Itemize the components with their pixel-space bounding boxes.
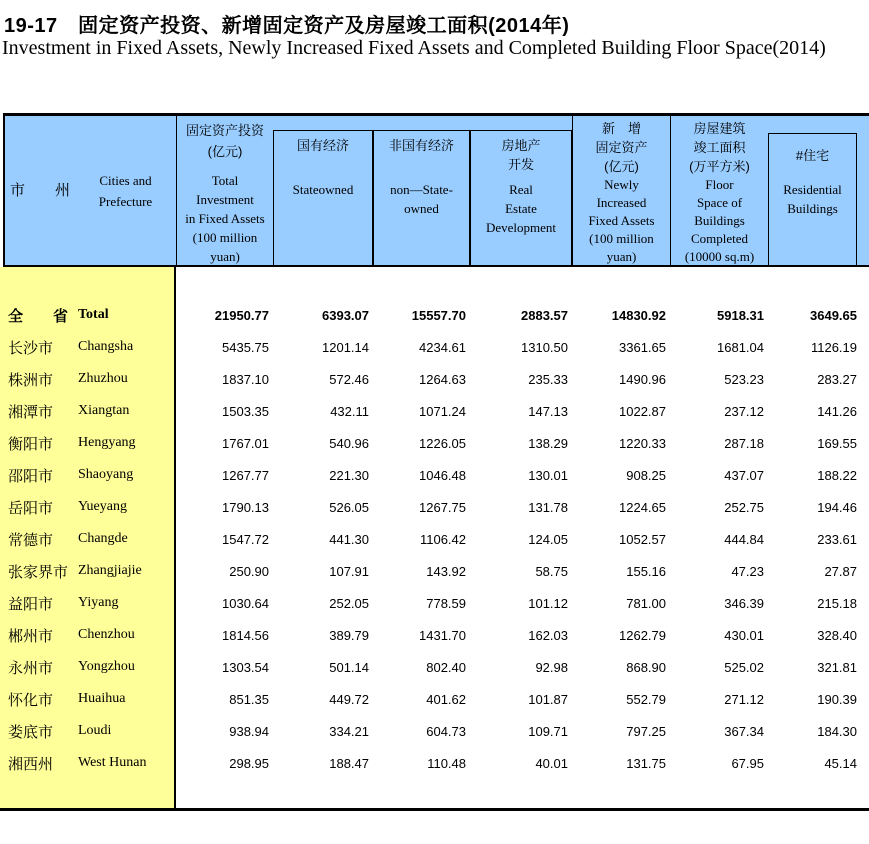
value-cell: 2883.57: [521, 307, 568, 323]
value-cell: 401.62: [426, 691, 466, 707]
value-cell: 6393.07: [322, 307, 369, 323]
region-name-en: Xiangtan: [78, 403, 130, 418]
region-name-en: Zhuzhou: [78, 371, 128, 386]
table-row: [0, 683, 869, 715]
value-cell: 252.05: [329, 595, 369, 611]
value-cell: 781.00: [626, 595, 666, 611]
table-row: [0, 747, 869, 779]
region-name-cn: 怀化市: [8, 691, 54, 709]
value-cell: 67.95: [731, 755, 764, 771]
value-cell: 3649.65: [810, 307, 857, 323]
region-name-en: Changsha: [78, 339, 134, 354]
value-cell: 1790.13: [222, 499, 269, 515]
region-name-cn: 全 省: [8, 307, 69, 325]
value-cell: 1767.01: [222, 435, 269, 451]
header-non-state-owned: 非国有经济 non—State- owned: [373, 130, 470, 265]
value-cell: 501.14: [329, 659, 369, 675]
value-cell: 1681.04: [717, 339, 764, 355]
value-cell: 124.05: [528, 531, 568, 547]
header-newly-increased: 新 增 固定资产 (亿元) Newly Increased Fixed Assets (100 million yuan): [572, 116, 670, 265]
value-cell: 271.12: [724, 691, 764, 707]
table-header: [3, 113, 869, 267]
table-row: [0, 427, 869, 459]
value-cell: 367.34: [724, 723, 764, 739]
region-name-en: Changde: [78, 531, 128, 546]
table-row: [0, 619, 869, 651]
region-name-cn: 邵阳市: [8, 467, 54, 485]
value-cell: 389.79: [329, 627, 369, 643]
table-row: [0, 299, 869, 331]
value-cell: 1264.63: [419, 371, 466, 387]
value-cell: 188.47: [329, 755, 369, 771]
value-cell: 1224.65: [619, 499, 666, 515]
region-name-cn: 永州市: [8, 659, 54, 677]
region-name-cn: 娄底市: [8, 723, 54, 741]
value-cell: 430.01: [724, 627, 764, 643]
value-cell: 328.40: [817, 627, 857, 643]
region-name-en: Huaihua: [78, 691, 126, 706]
region-name-cn: 湘西州: [8, 755, 54, 773]
header-region-en: Cities and Prefecture: [98, 172, 153, 209]
region-name-cn: 衡阳市: [8, 435, 54, 453]
value-cell: 147.13: [528, 403, 568, 419]
value-cell: 778.59: [426, 595, 466, 611]
value-cell: 298.95: [229, 755, 269, 771]
region-name-cn: 益阳市: [8, 595, 54, 613]
value-cell: 169.55: [817, 435, 857, 451]
value-cell: 109.71: [528, 723, 568, 739]
value-cell: 1201.14: [322, 339, 369, 355]
page-title: 19-17 固定资产投资、新增固定资产及房屋竣工面积(2014年): [4, 15, 570, 37]
table-row: [0, 363, 869, 395]
value-cell: 131.75: [626, 755, 666, 771]
value-cell: 1547.72: [222, 531, 269, 547]
value-cell: 215.18: [817, 595, 857, 611]
value-cell: 851.35: [229, 691, 269, 707]
value-cell: 1071.24: [419, 403, 466, 419]
page-subtitle: Investment in Fixed Assets, Newly Increased Fixed Assets and Completed Building Floor Space(2014): [2, 37, 826, 59]
value-cell: 1046.48: [419, 467, 466, 483]
region-name-en: Loudi: [78, 723, 112, 738]
value-cell: 1220.33: [619, 435, 666, 451]
region-name-en: Zhangjiajie: [78, 563, 142, 578]
value-cell: 1837.10: [222, 371, 269, 387]
table-row: [0, 555, 869, 587]
value-cell: 908.25: [626, 467, 666, 483]
value-cell: 868.90: [626, 659, 666, 675]
value-cell: 1267.75: [419, 499, 466, 515]
value-cell: 1106.42: [419, 531, 466, 547]
value-cell: 938.94: [229, 723, 269, 739]
region-name-en: West Hunan: [78, 755, 147, 770]
header-region-cn: 市 州: [9, 181, 70, 199]
value-cell: 1814.56: [222, 627, 269, 643]
value-cell: 14830.92: [611, 307, 666, 323]
value-cell: 190.39: [817, 691, 857, 707]
value-cell: 1310.50: [521, 339, 568, 355]
table-row: [0, 459, 869, 491]
region-name-en: Yongzhou: [78, 659, 135, 674]
value-cell: 15557.70: [411, 307, 466, 323]
value-cell: 252.75: [724, 499, 764, 515]
table-row: [0, 715, 869, 747]
value-cell: 1303.54: [222, 659, 269, 675]
value-cell: 1022.87: [619, 403, 666, 419]
value-cell: 130.01: [528, 467, 568, 483]
region-name-cn: 郴州市: [8, 627, 54, 645]
value-cell: 162.03: [528, 627, 568, 643]
table-row: [0, 651, 869, 683]
value-cell: 3361.65: [619, 339, 666, 355]
value-cell: 797.25: [626, 723, 666, 739]
value-cell: 1431.70: [419, 627, 466, 643]
region-name-en: Yueyang: [78, 499, 127, 514]
value-cell: 110.48: [427, 755, 466, 771]
value-cell: 45.14: [824, 755, 857, 771]
value-cell: 184.30: [817, 723, 857, 739]
header-residential: #住宅 Residential Buildings: [768, 133, 857, 265]
value-cell: 107.91: [329, 563, 369, 579]
table-row: [0, 491, 869, 523]
value-cell: 287.18: [724, 435, 764, 451]
value-cell: 155.16: [626, 563, 666, 579]
table-row: [0, 331, 869, 363]
value-cell: 4234.61: [419, 339, 466, 355]
value-cell: 525.02: [724, 659, 764, 675]
value-cell: 5435.75: [222, 339, 269, 355]
header-state-owned: 国有经济 Stateowned: [273, 130, 373, 265]
region-name-cn: 岳阳市: [8, 499, 54, 517]
value-cell: 523.23: [724, 371, 764, 387]
region-name-cn: 常德市: [8, 531, 54, 549]
value-cell: 1226.05: [419, 435, 466, 451]
header-region: [5, 116, 176, 265]
value-cell: 526.05: [329, 499, 369, 515]
value-cell: 334.21: [329, 723, 369, 739]
region-name-en: Hengyang: [78, 435, 136, 450]
value-cell: 432.11: [330, 403, 369, 419]
value-cell: 221.30: [329, 467, 369, 483]
value-cell: 1503.35: [222, 403, 269, 419]
value-cell: 101.12: [528, 595, 568, 611]
value-cell: 194.46: [817, 499, 857, 515]
value-cell: 27.87: [824, 563, 857, 579]
value-cell: 552.79: [626, 691, 666, 707]
value-cell: 235.33: [528, 371, 568, 387]
value-cell: 21950.77: [214, 307, 269, 323]
region-name-en: Chenzhou: [78, 627, 135, 642]
value-cell: 237.12: [724, 403, 764, 419]
value-cell: 449.72: [329, 691, 369, 707]
value-cell: 250.90: [229, 563, 269, 579]
value-cell: 1030.64: [222, 595, 269, 611]
value-cell: 92.98: [535, 659, 568, 675]
value-cell: 47.23: [731, 563, 764, 579]
value-cell: 138.29: [528, 435, 568, 451]
value-cell: 40.01: [535, 755, 568, 771]
value-cell: 540.96: [329, 435, 369, 451]
value-cell: 321.81: [817, 659, 857, 675]
value-cell: 131.78: [528, 499, 568, 515]
value-cell: 283.27: [817, 371, 857, 387]
region-name-cn: 株洲市: [8, 371, 54, 389]
value-cell: 802.40: [426, 659, 466, 675]
region-name-en: Total: [78, 307, 109, 322]
header-floor-space: 房屋建筑 竣工面积 (万平方米) Floor Space of Buildings Completed (10000 sq.m): [670, 116, 768, 265]
value-cell: 572.46: [329, 371, 369, 387]
region-name-cn: 长沙市: [8, 339, 54, 357]
value-cell: 141.26: [817, 403, 857, 419]
region-name-en: Yiyang: [78, 595, 119, 610]
value-cell: 437.07: [724, 467, 764, 483]
value-cell: 1126.19: [810, 339, 857, 355]
value-cell: 58.75: [535, 563, 568, 579]
value-cell: 604.73: [426, 723, 466, 739]
region-name-cn: 张家界市: [8, 563, 69, 581]
value-cell: 1267.77: [222, 467, 269, 483]
value-cell: 1490.96: [619, 371, 666, 387]
header-real-estate: 房地产 开发 Real Estate Development: [470, 130, 572, 265]
table-body: [0, 267, 869, 811]
region-name-cn: 湘潭市: [8, 403, 54, 421]
region-name-en: Shaoyang: [78, 467, 134, 482]
table-row: [0, 523, 869, 555]
value-cell: 444.84: [724, 531, 764, 547]
value-cell: 441.30: [329, 531, 369, 547]
value-cell: 101.87: [528, 691, 568, 707]
value-cell: 5918.31: [717, 307, 764, 323]
table-row: [0, 395, 869, 427]
header-total-investment: 固定资产投资 (亿元) Total Investment in Fixed Assets (100 million yuan): [176, 116, 273, 265]
value-cell: 188.22: [817, 467, 857, 483]
table-row: [0, 587, 869, 619]
value-cell: 1052.57: [619, 531, 666, 547]
value-cell: 143.92: [426, 563, 466, 579]
value-cell: 1262.79: [619, 627, 666, 643]
value-cell: 346.39: [724, 595, 764, 611]
value-cell: 233.61: [817, 531, 857, 547]
